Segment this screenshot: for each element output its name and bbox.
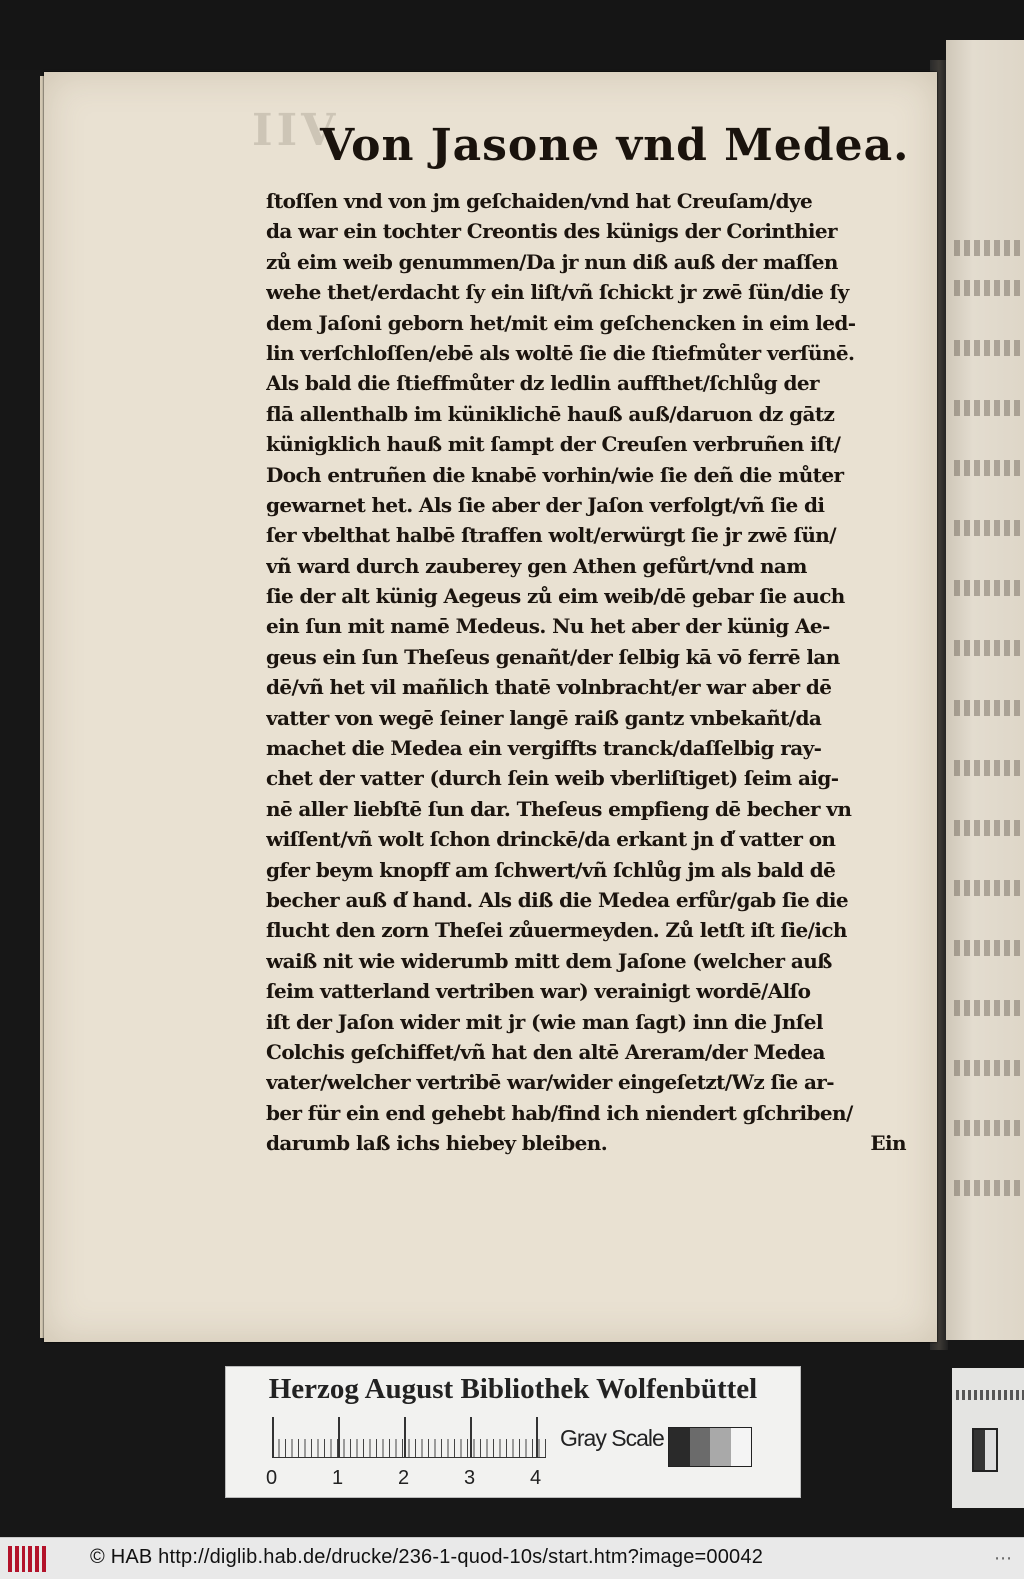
text-line-content: ein ſun mit namē Medeus. Nu het aber der künig Ae- <box>266 614 830 639</box>
gray-scale-label: Gray Scale <box>560 1425 664 1451</box>
text-line <box>266 611 914 641</box>
text-line-content: dem Jaſoni geborn het/mit eim geſchencken in eim led- <box>266 310 856 335</box>
catchword: Ein <box>870 1131 906 1156</box>
text-line <box>266 672 914 702</box>
text-line <box>266 915 914 945</box>
text-line <box>266 976 914 1006</box>
text-line <box>266 368 914 398</box>
text-line-content: vater/welcher vertribē war/wider eingeſetzt/Wz ſie ar- <box>266 1070 834 1095</box>
text-line <box>266 642 914 672</box>
text-line-content: chet der vatter (durch ſein weib vberliſtiget) ſeim aig- <box>266 766 839 791</box>
text-line <box>266 733 914 763</box>
text-line <box>266 703 914 733</box>
text-line-content: dē/vñ het vil mañlich thatē volnbracht/er war aber dē <box>266 675 832 700</box>
text-line <box>266 308 914 338</box>
text-line-content: flucht den zorn Theſei zůuermeyden. Zů letſt iſt ſie/ich <box>266 918 847 943</box>
text-line-content: ſeim vatterland vertriben war) verainigt wordē/Alſo <box>266 979 811 1004</box>
scale-ruler <box>272 1417 546 1458</box>
text-line <box>266 490 914 520</box>
text-line <box>266 277 914 307</box>
text-line-content: becher auß d̕ hand. Als diß die Medea erfůr/gab ſie die <box>266 887 848 912</box>
text-line-content: künigklich hauß mit ſampt der Creuſen verbruñen iſt/ <box>266 432 841 457</box>
text-line <box>266 338 914 368</box>
text-line <box>266 824 914 854</box>
text-line-content: darumb laß ichs hiebey bleiben. <box>266 1131 608 1156</box>
text-line <box>266 551 914 581</box>
text-line <box>266 1037 914 1067</box>
text-line <box>266 794 914 824</box>
text-line <box>266 520 914 550</box>
text-line-content: waiß nit wie widerumb mitt dem Jaſone (welcher auß <box>266 948 832 973</box>
text-line <box>266 855 914 885</box>
text-line-content: lin verſchloſſen/ebē als woltē ſie die ſtiefmůter verſünē. <box>266 340 855 365</box>
text-line-content: Als bald die ſtieffmůter dz ledlin auffthet/ſchlůg der <box>266 371 819 396</box>
text-line-content: gewarnet het. Als ſie aber der Jaſon verfolgt/vñ ſie di <box>266 492 825 517</box>
text-line <box>266 1067 914 1097</box>
bleed-through-text: IIV <box>252 105 340 156</box>
text-line <box>266 460 914 490</box>
text-line-content: Colchis geſchiffet/vñ hat den altē Areram/der Medea <box>266 1039 825 1064</box>
text-line <box>266 1098 914 1128</box>
gray-patch <box>669 1428 690 1466</box>
text-line-content: da war ein tochter Creontis des künigs der Corinthier <box>266 219 837 244</box>
text-line-content: wehe thet/erdacht ſy ein liſt/vñ ſchickt jr zwē ſün/die ſy <box>266 280 849 305</box>
text-line-content: flā allenthalb im küniklichē hauß auß/daruon dz gātz <box>266 401 835 426</box>
color-calibration-card <box>225 1366 801 1498</box>
text-line-content: machet die Medea ein vergiffts tranck/daſſelbig ray- <box>266 736 822 761</box>
text-line-content: Doch entruñen die knabē vorhin/wie ſie deñ die můter <box>266 462 844 487</box>
page-body <box>266 186 914 1159</box>
gray-patch <box>690 1428 711 1466</box>
text-line <box>266 581 914 611</box>
backdrop <box>0 0 1024 70</box>
text-line-content: ber für ein end gehebt hab/find ich niendert gſchriben/ <box>266 1100 853 1125</box>
hab-logo-icon <box>8 1546 46 1572</box>
text-line <box>266 399 914 429</box>
text-line-content: gfer beym knopff am ſchwert/vñ ſchlůg jm als bald dē <box>266 857 836 882</box>
copyright-url[interactable]: © HAB http://diglib.hab.de/drucke/236-1-quod-10s/start.htm?image=00042 <box>90 1546 764 1568</box>
text-line-content: wiſſent/vñ wolt ſchon drinckē/da erkant jn d̕ vatter on <box>266 827 836 852</box>
ruler-number: 0 <box>266 1467 278 1489</box>
ruler-number: 3 <box>464 1467 476 1489</box>
text-line <box>266 429 914 459</box>
facing-page-edge <box>946 40 1024 1340</box>
text-line-content: vñ ward durch zauberey gen Athen gefůrt/vnd nam <box>266 553 807 578</box>
text-line-content: iſt der Jaſon wider mit jr (wie man ſagt) inn die Jnſel <box>266 1009 823 1034</box>
text-line-content: zů eim weib genummen/Da jr nun diß auß der maſſen <box>266 249 838 274</box>
text-line-content: vatter von wegē ſeiner langē raiß gantz vnbekañt/da <box>266 705 822 730</box>
text-line <box>266 1128 914 1158</box>
text-line <box>266 1007 914 1037</box>
page-heading: Von Jasone vnd Medea. <box>320 120 910 171</box>
gray-scale-patches <box>668 1427 752 1467</box>
text-line <box>266 763 914 793</box>
more-icon[interactable]: ⋯ <box>994 1548 1012 1569</box>
ruler-number: 4 <box>530 1467 542 1489</box>
ruler-number: 2 <box>398 1467 410 1489</box>
text-line <box>266 186 914 216</box>
text-line-content: ſtoſſen vnd von jm geſchaiden/vnd hat Creuſam/dye <box>266 189 813 213</box>
text-line-content: geus ein ſun Theſeus genañt/der ſelbig kā vō ferrē lan <box>266 644 840 669</box>
gray-patch <box>710 1428 731 1466</box>
second-calibration-card <box>952 1368 1024 1508</box>
text-line <box>266 216 914 246</box>
text-line <box>266 885 914 915</box>
institution-name: Herzog August Bibliothek Wolfenbüttel <box>268 1373 758 1405</box>
text-line <box>266 247 914 277</box>
text-line-content: ſie der alt künig Aegeus zů eim weib/dē gebar ſie auch <box>266 584 845 609</box>
viewer-footer-bar <box>0 1537 1024 1579</box>
text-line-content: nē aller liebſtē ſun dar. Theſeus empfieng dē becher vn <box>266 796 852 821</box>
text-line <box>266 946 914 976</box>
ruler-number: 1 <box>332 1467 344 1489</box>
gray-patch <box>731 1428 752 1466</box>
text-line-content: ſer vbelthat halbē ſtraffen wolt/erwürgt ſie jr zwē ſün/ <box>266 523 836 548</box>
